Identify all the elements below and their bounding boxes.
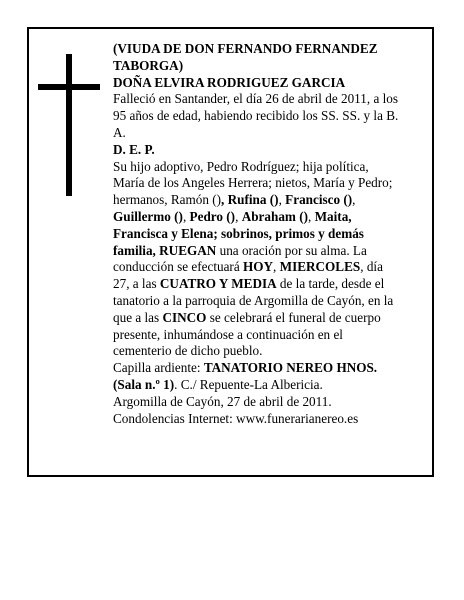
family-bold-5: Abraham ()	[241, 208, 308, 224]
family-bold-10: CINCO	[162, 309, 207, 325]
obituary-text	[113, 41, 401, 427]
place-date: Argomilla de Cayón, 27 de abril de 2011.	[113, 393, 332, 409]
chapel-text-1: Capilla ardiente:	[113, 360, 204, 376]
family-bold-8: MIERCOLES	[279, 259, 361, 275]
rip-line: D. E. P.	[113, 141, 155, 157]
family-bold-7: HOY	[242, 259, 274, 275]
family-text-4: ,	[182, 208, 190, 224]
cross-horizontal-bar	[38, 84, 100, 90]
family-text-3: ,	[352, 192, 356, 208]
family-bold-2: Francisco ()	[285, 192, 353, 208]
family-text-6: ,	[308, 208, 315, 224]
family-text-10: de la tarde, desde el tanatorio a la parroquia de Argomilla de Cayón, en la que a las	[113, 276, 394, 325]
family-bold-6: Maita, Francisca y Elena; sobrinos, primos y demás familia, RUEGAN	[113, 208, 364, 258]
family-text-9: , día 27, a las	[113, 259, 383, 292]
chapel-line	[113, 360, 401, 394]
family-text-7: una oración por su alma. La conducción se efectuará	[113, 242, 367, 275]
family-text-1: Su hijo adoptivo, Pedro Rodríguez; hija política, María de los Angeles Herrera; nietos, María y Pedro; hermanos, Ramón ()	[113, 158, 393, 208]
chapel-bold: TANATORIO NEREO HNOS. (Sala n.º 1)	[113, 360, 378, 392]
family-bold-3: Guillermo ()	[113, 208, 183, 224]
family-text-11: se celebrará el funeral de cuerpo presente, inhumándose a continuación en el cementerio de dicho pueblo.	[113, 309, 381, 359]
family-paragraph	[113, 159, 401, 361]
cross-vertical-bar	[66, 54, 72, 196]
deceased-name: DOÑA ELVIRA RODRIGUEZ GARCIA	[113, 74, 346, 90]
widow-line: (VIUDA DE DON FERNANDO FERNANDEZ TABORGA)	[113, 41, 378, 73]
family-bold-1: , Rufina ()	[221, 192, 279, 208]
family-text-5: ,	[235, 208, 242, 224]
family-bold-9: CUATRO Y MEDIA	[159, 276, 277, 292]
family-text-2: ,	[278, 192, 286, 208]
family-text-8: ,	[273, 259, 280, 275]
family-bold-4: Pedro ()	[189, 208, 236, 224]
chapel-text-2: . C./ Repuente-La Albericia.	[174, 376, 323, 392]
death-info: Falleció en Santander, el día 26 de abril de 2011, a los 95 años de edad, habiendo recibido los SS. SS. y la B. A.	[113, 91, 399, 140]
cross-icon	[38, 54, 100, 196]
condolences-line: Condolencias Internet: www.funerarianereo.es	[113, 410, 359, 426]
